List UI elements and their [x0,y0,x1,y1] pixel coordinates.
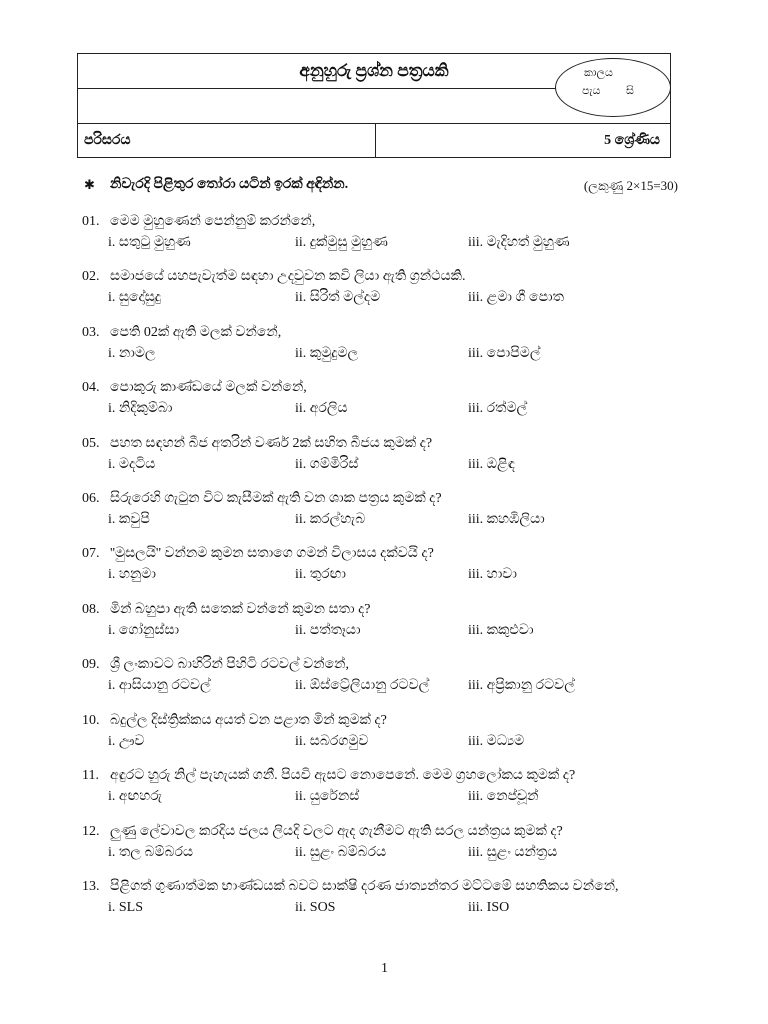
option-text: ඕස්ට්‍රේලියානු රටවල් [309,678,430,693]
question-item [82,654,680,698]
question-text: පෙති 02ක් ඇති මලක් වන්නේ, [110,325,282,340]
option-item [108,564,156,585]
option-label: ii. [295,678,307,693]
option-item [295,620,361,641]
option-label: ii. [295,845,307,860]
question-item [82,710,680,754]
question-text: බදුල්ල දිස්ත්‍රික්කය අයත් වන පළාත මින් කුමක් ද? [110,713,387,728]
option-text: කහඹිලියා [486,512,545,527]
option-item [295,897,335,918]
option-label: i. [108,900,116,915]
option-label: ii. [295,401,307,416]
header-subject-row [77,123,671,158]
option-item [108,287,161,308]
question-item [82,821,680,865]
question-item [82,488,680,532]
option-item [468,842,557,863]
option-text: යුරේනස් [309,789,360,804]
question-item [82,876,680,920]
instruction-text: නිවැරදි පිළිතුර තෝරා යටින් ඉරක් අඳින්න. [110,177,349,192]
question-number: 01. [82,214,100,229]
option-item [108,842,193,863]
option-text: මැදිහත් මුහුණ [486,235,570,250]
option-text: අරලිය [309,401,348,416]
option-item [108,232,191,253]
option-label: i. [108,789,116,804]
question-number: 04. [82,380,100,395]
option-item [108,343,156,364]
option-label: i. [108,734,116,749]
time-oval [555,58,671,117]
option-text: සිරිත් මල්දම [309,290,381,305]
option-label: i. [108,623,116,638]
option-item [468,232,570,253]
option-text: ISO [486,900,510,915]
option-text: කකුළුවා [486,623,534,638]
question-text: ශ්‍රී ලංකාවට බාහිරින් පිහිටි රටවල් වන්නේ, [110,657,349,672]
question-number: 11. [82,768,99,783]
subject-label: පරිසරය [84,133,131,148]
option-text: ගෝනුස්සා [118,623,180,638]
option-text: පොපිමල් [486,346,541,361]
option-label: ii. [295,346,307,361]
option-item [468,731,524,752]
option-label: ii. [295,235,307,250]
question-item [82,322,680,366]
option-text: තුරඟා [309,567,346,582]
option-text: නිදිකුම්බා [118,401,173,416]
option-text: ඌව [118,734,145,749]
option-text: කරල්හැබ [309,512,366,527]
question-number: 09. [82,657,100,672]
option-item [108,620,179,641]
option-item [468,287,564,308]
option-label: ii. [295,734,307,749]
question-text: ලුණු ලේවාවල කරදිය ජලය ලියදි වලට ඇද ගැනීමට ඇති සරල යන්ත්‍රය කුමක් ද? [110,824,563,839]
option-text: පත්තෑයා [309,623,361,638]
time-unit: පැය [582,85,601,97]
option-item [468,454,515,475]
option-text: SLS [118,900,144,915]
option-item [295,398,348,419]
option-label: iii. [468,623,484,638]
time-suffix: සි [626,85,634,97]
question-number: 02. [82,269,100,284]
option-item [108,786,162,807]
option-label: iii. [468,512,484,527]
option-label: i. [108,567,116,582]
subject-cell [78,124,375,157]
option-label: i. [108,346,116,361]
option-label: iii. [468,290,484,305]
option-item [295,509,365,530]
option-label: iii. [468,900,484,915]
option-text: කවුපි [118,512,150,527]
option-item [295,232,388,253]
option-item [468,509,545,530]
question-number: 13. [82,879,100,894]
option-item [295,343,358,364]
option-label: iii. [468,789,484,804]
question-number: 10. [82,713,100,728]
question-item [82,599,680,643]
question-item [82,543,680,587]
option-text: සුළං බම්බරය [309,845,387,860]
option-item [468,564,517,585]
paper-title: අනුහුරු ප්‍රශ්න පත්‍රයකි [299,61,449,80]
option-text: හාවා [486,567,517,582]
option-item [295,564,346,585]
question-text: සමාජයේ යහපැවැත්ම සඳහා උදවුවන කවි ලියා ඇති ග්‍රන්ථයකි. [110,269,466,284]
question-number: 03. [82,325,100,340]
option-item [468,620,534,641]
option-label: ii. [295,900,307,915]
option-label: i. [108,512,116,527]
option-label: i. [108,845,116,860]
option-text: ළමා ගී පොත [486,290,565,305]
option-text: නාමල [118,346,156,361]
option-item [295,287,380,308]
question-number: 06. [82,491,100,506]
option-label: i. [108,457,116,472]
option-label: ii. [295,623,307,638]
option-text: මදටිය [118,457,156,472]
question-item [82,266,680,310]
question-item [82,211,680,255]
option-label: ii. [295,290,307,305]
asterisk-icon: ✱ [84,178,95,193]
option-text: ඔළිඳ [486,457,515,472]
option-label: iii. [468,401,484,416]
option-label: i. [108,235,116,250]
option-item [468,398,527,419]
question-number: 05. [82,436,100,451]
option-text: සබරගමුව [309,734,369,749]
question-text: සිරුරෙහි ගැටුන විට කැසීමක් ඇති වන ශාක පත්‍රය කුමක් ද? [110,491,442,506]
marks-label: (ලකුණු 2×15=30) [583,178,678,193]
option-text: තල බම්බරය [118,845,194,860]
question-number: 12. [82,824,100,839]
option-item [108,675,211,696]
option-item [108,731,144,752]
question-item [82,765,680,809]
option-label: i. [108,290,116,305]
option-item [108,509,150,530]
question-text: ''මුසලයි'' වන්නම කුමන සතාගෙ ගමන් විලාසය දක්වයි ද? [110,546,434,561]
option-text: ගම්මිරිස් [309,457,359,472]
option-item [295,731,368,752]
option-label: iii. [468,845,484,860]
grade-label: 5 ශ්‍රේණිය [604,133,660,148]
grade-cell [375,124,670,157]
question-text: මෙම මුහුණෙන් පෙන්නුම් කරන්නේ, [110,214,316,229]
question-text: පොකුරු කාණ්ඩයේ මලක් වන්නේ, [110,380,307,395]
option-text: සතුටු මුහුණ [118,235,191,250]
option-label: ii. [295,457,307,472]
option-text: SOS [309,900,336,915]
question-text: පහත සඳහන් බීජ අතරින් වර්ණ 2ක් සහිත බීජය කුමක් ද? [110,436,433,451]
option-item [468,897,509,918]
option-text: සුදෝසුදු [118,290,161,305]
option-text: කුමුදුමල [309,346,359,361]
option-item [295,454,358,475]
time-label: කාලය [584,67,613,79]
option-text: ආසියානු රටවල් [118,678,211,693]
option-label: ii. [295,567,307,582]
question-number: 08. [82,602,100,617]
option-text: අඟහරු [118,789,163,804]
question-text: පිළිගත් ගුණාත්මක භාණ්ඩයක් බවට සාක්ෂි දරණ ජාත්‍යන්තර මට්ටමේ සහතිකය වන්නේ, [110,879,619,894]
option-label: i. [108,401,116,416]
question-item [82,377,680,421]
option-item [468,675,575,696]
option-label: iii. [468,457,484,472]
option-item [295,675,429,696]
option-text: හනුමා [118,567,156,582]
option-label: i. [108,678,116,693]
option-label: ii. [295,512,307,527]
option-item [108,454,155,475]
option-text: දුක්මුසු මුහුණ [309,235,388,250]
option-text: අප්‍රිකානු රටවල් [486,678,575,693]
option-label: iii. [468,567,484,582]
option-label: ii. [295,789,307,804]
option-text: රත්මල් [486,401,528,416]
option-item [468,786,539,807]
question-item [82,433,680,477]
option-label: iii. [468,734,484,749]
option-item [108,897,143,918]
question-number: 07. [82,546,100,561]
option-item [468,343,541,364]
option-item [295,842,386,863]
question-text: මින් බහුපා ඇති සතෙක් වන්නේ කුමන සතා ද? [110,602,371,617]
option-item [295,786,359,807]
option-label: iii. [468,235,484,250]
option-label: iii. [468,346,484,361]
option-label: iii. [468,678,484,693]
option-item [108,398,173,419]
question-text: අඳුරට හුරු නිල් පැහැයක් ගනී. පියවි ඇසට නොපෙනේ. මෙම ග්‍රහලෝකය කුමක් ද? [110,768,576,783]
page-number: 1 [381,961,388,976]
option-text: මධ්‍යම [486,734,525,749]
option-text: සුළං යන්ත්‍රය [486,845,558,860]
option-text: නෙප්චූන් [486,789,539,804]
